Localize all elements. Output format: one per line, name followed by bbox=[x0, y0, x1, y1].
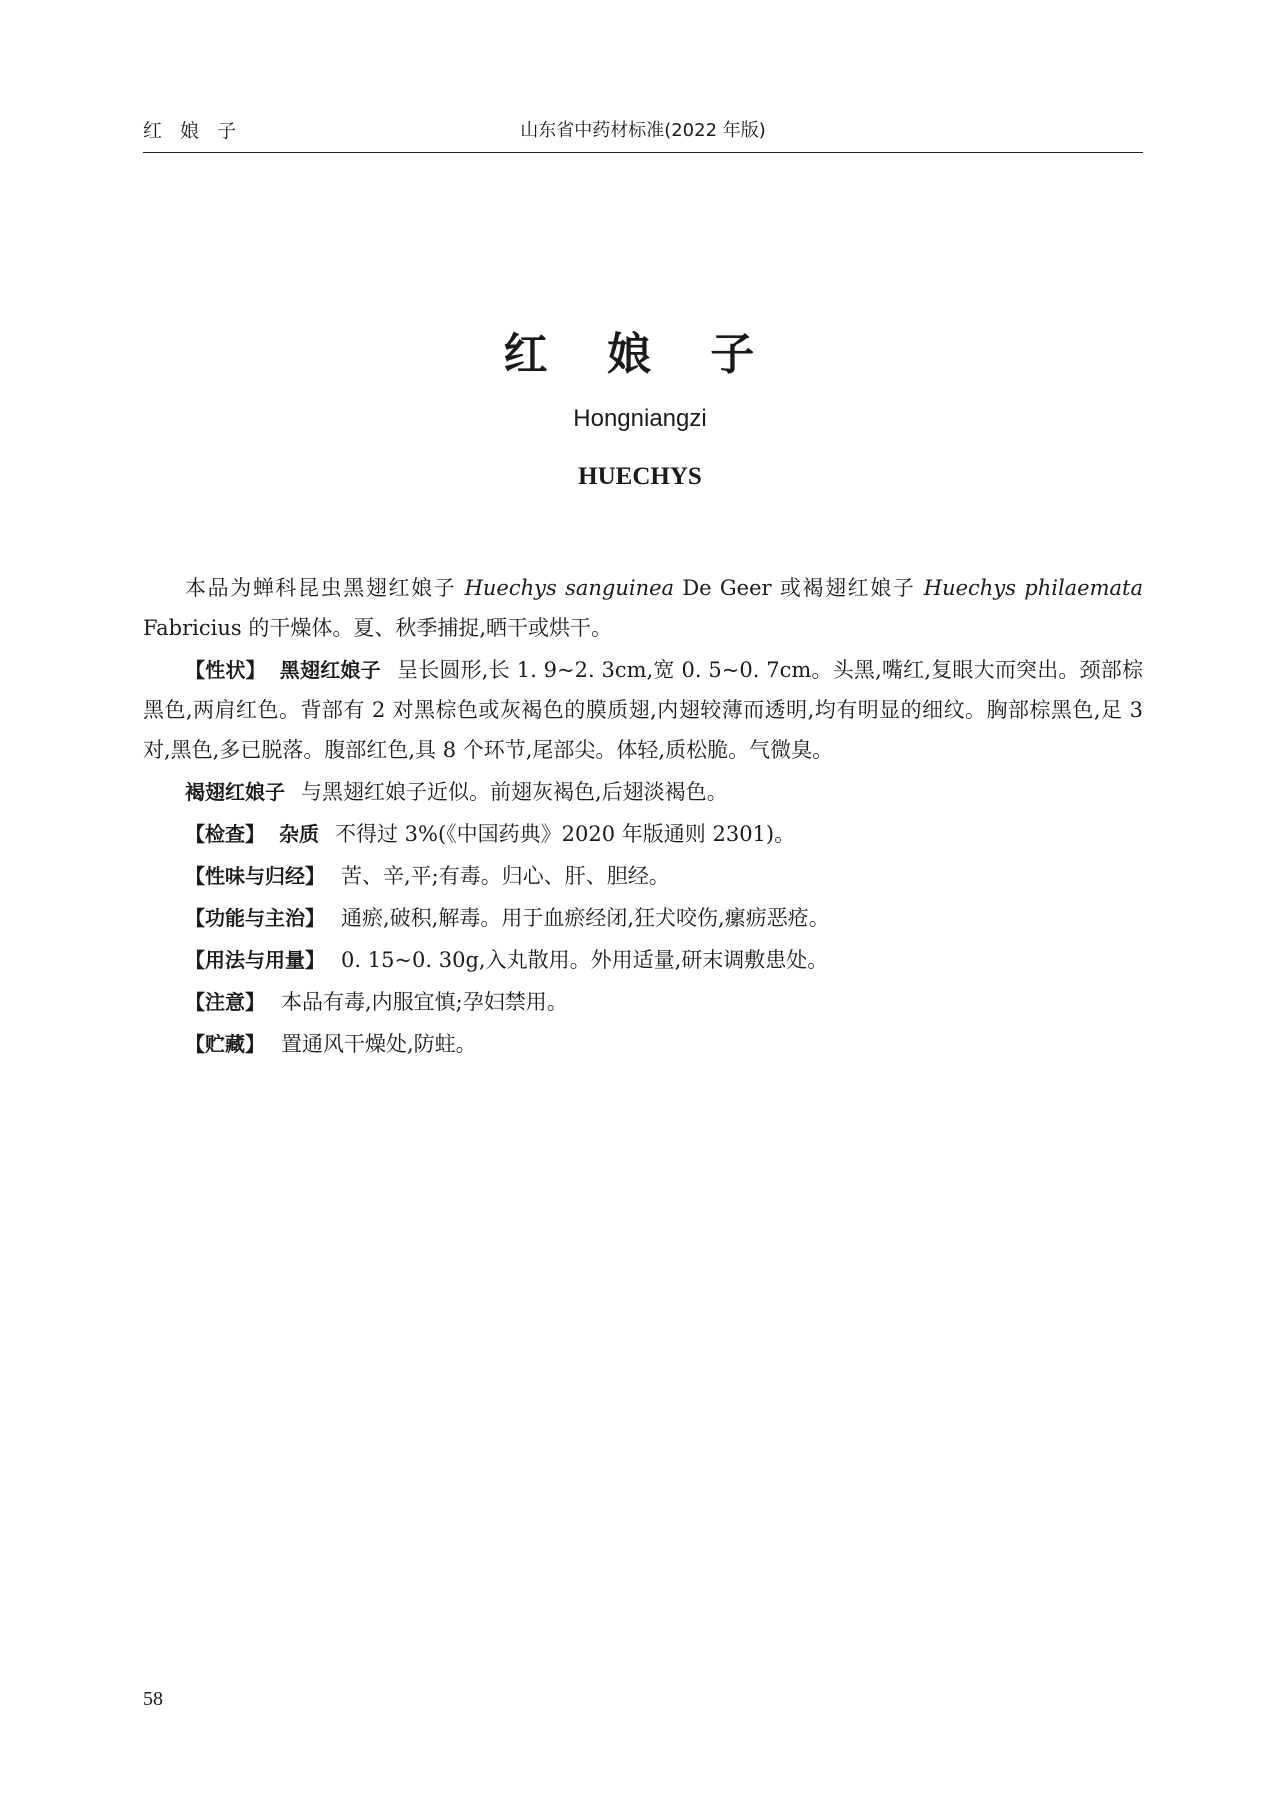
inspection-sublabel: 杂质 bbox=[279, 822, 319, 846]
intro-text-1: 本品为蝉科昆虫黑翅红娘子 bbox=[185, 576, 465, 600]
character-sublabel: 黑翅红娘子 bbox=[279, 658, 381, 682]
header-book-title: 山东省中药材标准(2022 年版) bbox=[520, 120, 766, 141]
usage-text: 0. 15~0. 30g,入丸散用。外用适量,研末调敷患处。 bbox=[341, 948, 829, 972]
monograph-latin-name: HUECHYS bbox=[578, 463, 702, 490]
monograph-title: 红 娘 子 bbox=[503, 329, 777, 380]
brown-wing-label: 褐翅红娘子 bbox=[185, 780, 285, 804]
species-name-1: Huechys sanguinea bbox=[464, 576, 675, 600]
caution-text: 本品有毒,内服宜慎;孕妇禁用。 bbox=[281, 990, 568, 1014]
storage-text: 置通风干燥处,防蛀。 bbox=[281, 1032, 477, 1056]
brown-wing-text: 与黑翅红娘子近似。前翅灰褐色,后翅淡褐色。 bbox=[301, 780, 728, 804]
character-section bbox=[143, 650, 1143, 770]
intro-text-3: Fabricius 的干燥体。夏、秋季捕捉,晒干或烘干。 bbox=[143, 616, 612, 640]
intro-paragraph bbox=[143, 568, 1143, 648]
caution-label: 【注意】 bbox=[185, 990, 265, 1014]
caution-section bbox=[143, 982, 1143, 1022]
monograph-body bbox=[143, 568, 1143, 1064]
nature-label: 【性味与归经】 bbox=[185, 864, 325, 888]
inspection-label: 【检查】 bbox=[185, 822, 265, 846]
function-section bbox=[143, 898, 1143, 938]
species-name-2: Huechys philaemata bbox=[923, 576, 1143, 600]
inspection-text: 不得过 3%(《中国药典》2020 年版通则 2301)。 bbox=[335, 822, 796, 846]
character-text: 呈长圆形,长 1. 9~2. 3cm,宽 0. 5~0. 7cm。头黑,嘴红,复眼大而突出。颈部棕黑色,两肩红色。背部有 2 对黑棕色或灰褐色的膜质翅,内翅较薄而透明,均有明显的细纹。胸部棕黑色,足 3 对,黑色,多已脱落。腹部红色,具 8 个环节,尾部尖。体轻,质松脆。气微臭。 bbox=[143, 658, 1144, 762]
storage-label: 【贮藏】 bbox=[185, 1032, 265, 1056]
character-label: 【性状】 bbox=[185, 658, 266, 682]
usage-label: 【用法与用量】 bbox=[185, 948, 325, 972]
header-section-title: 红 娘 子 bbox=[143, 120, 243, 142]
nature-section bbox=[143, 856, 1143, 896]
brown-wing-section bbox=[143, 772, 1143, 812]
inspection-section bbox=[143, 814, 1143, 854]
function-text: 通瘀,破积,解毒。用于血瘀经闭,狂犬咬伤,瘰疬恶疮。 bbox=[341, 906, 830, 930]
nature-text: 苦、辛,平;有毒。归心、肝、胆经。 bbox=[341, 864, 670, 888]
usage-section bbox=[143, 940, 1143, 980]
running-header bbox=[143, 112, 1143, 153]
storage-section bbox=[143, 1024, 1143, 1064]
function-label: 【功能与主治】 bbox=[185, 906, 325, 930]
page-number: 58 bbox=[143, 1688, 163, 1710]
monograph-pinyin: Hongniangzi bbox=[573, 405, 707, 432]
intro-text-2: De Geer 或褐翅红娘子 bbox=[674, 576, 924, 600]
